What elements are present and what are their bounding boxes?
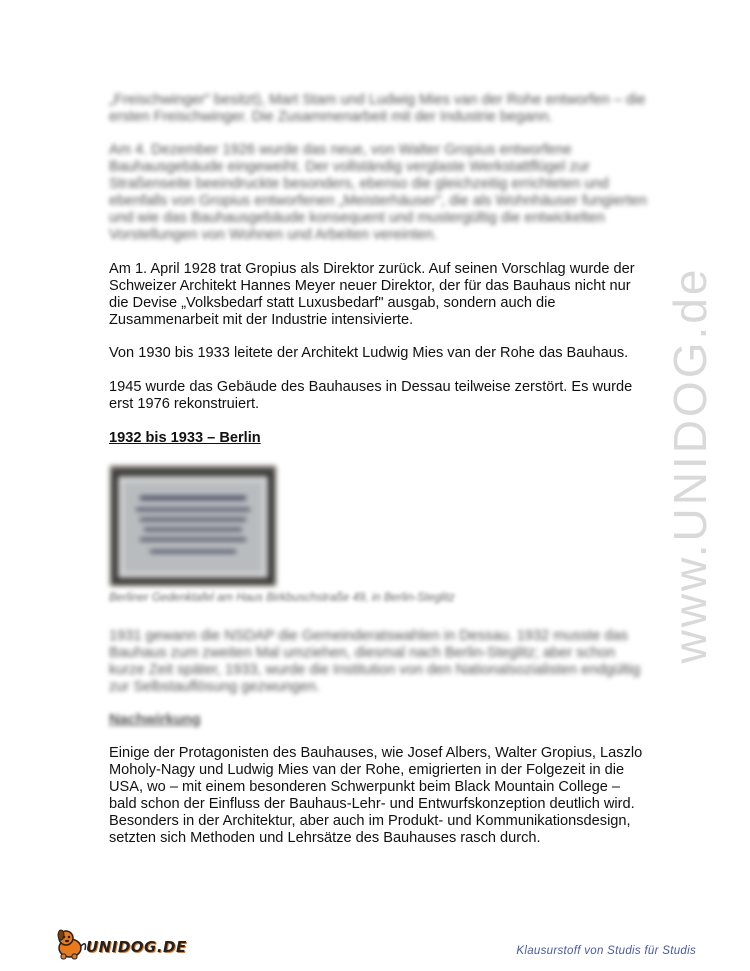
image-caption: Berliner Gedenktafel am Haus Birkbuschstraße 49, in Berlin-Steglitz: [109, 592, 455, 604]
unidog-logo: [52, 926, 187, 962]
paragraph-1930: Von 1930 bis 1933 leitete der Architekt Ludwig Mies van der Rohe das Bauhaus.: [109, 345, 629, 361]
blurred-paragraph-1926: Am 4. Dezember 1926 wurde das neue, von Walter Gropius entworfene Bauhausgebäude eingeweiht. Der vollständig verglaste Werkstattflügel zur Straßenseite beeindruckte besonders, ebenso die gleichzeitig errichteten und ebenfalls von Gropius entworfenen „Meisterhäuser", die als Wohnhäuser fungierten und wie das Bauhausgebäude konsequent und mustergültig die entwickelten Vorstellungen von Wohnen und Arbeiten vereinten.: [109, 142, 647, 243]
plaque-illustration: [110, 466, 276, 586]
memorial-plaque-image: [110, 466, 276, 586]
blurred-intro-paragraph: „Freischwinger" besitzt), Mart Stam und Ludwig Mies van der Rohe entworfen – die ersten Freischwinger. Die Zusammenarbeit mit der Industrie begann.: [109, 92, 646, 125]
paragraph-1945: 1945 wurde das Gebäude des Bauhauses in Dessau teilweise zerstört. Es wurde erst 1976 rekonstruiert.: [109, 379, 633, 412]
heading-nachwirkung: Nachwirkung: [109, 712, 201, 728]
logo-wordmark: UNIDOG.DE: [86, 938, 187, 956]
paragraph-1928: Am 1. April 1928 trat Gropius als Direktor zurück. Auf seinen Vorschlag wurde der Schweizer Architekt Hannes Meyer neuer Direktor, der für das Bauhaus nicht nur die Devise „Volksbedarf statt Luxusbedarf" ausgab, sondern auch die Zusammenarbeit mit der Industrie intensivierte.: [109, 261, 635, 328]
paragraph-nachwirkung: Einige der Protagonisten des Bauhauses, wie Josef Albers, Walter Gropius, Laszlo Moholy-Nagy und Ludwig Mies van der Rohe, emigrierten in der Folgezeit in die USA, wo – mit einem besonderen Schwerpunkt beim Black Mountain College – bald schon der Einfluss der Bauhaus-Lehr- und Entwurfskonzeption deutlich wird. Besonders in der Architektur, aber auch im Produkt- und Kommunikationsdesign, setzten sich Methoden und Lehrsätze des Bauhauses rasch durch.: [109, 745, 643, 846]
footer-tagline: Klausurstoff von Studis für Studis: [516, 945, 696, 957]
heading-berlin: 1932 bis 1933 – Berlin: [109, 430, 261, 446]
blurred-paragraph-1931: 1931 gewann die NSDAP die Gemeinderatswahlen in Dessau. 1932 musste das Bauhaus zum zweiten Mal umziehen, diesmal nach Berlin-Steglitz; aber schon kurze Zeit später, 1933, wurde die Institution von den Nationalsozialisten endgültig zur Selbstauflösung gezwungen.: [109, 628, 641, 695]
watermark-text: www.UNIDOG.de: [664, 266, 716, 664]
